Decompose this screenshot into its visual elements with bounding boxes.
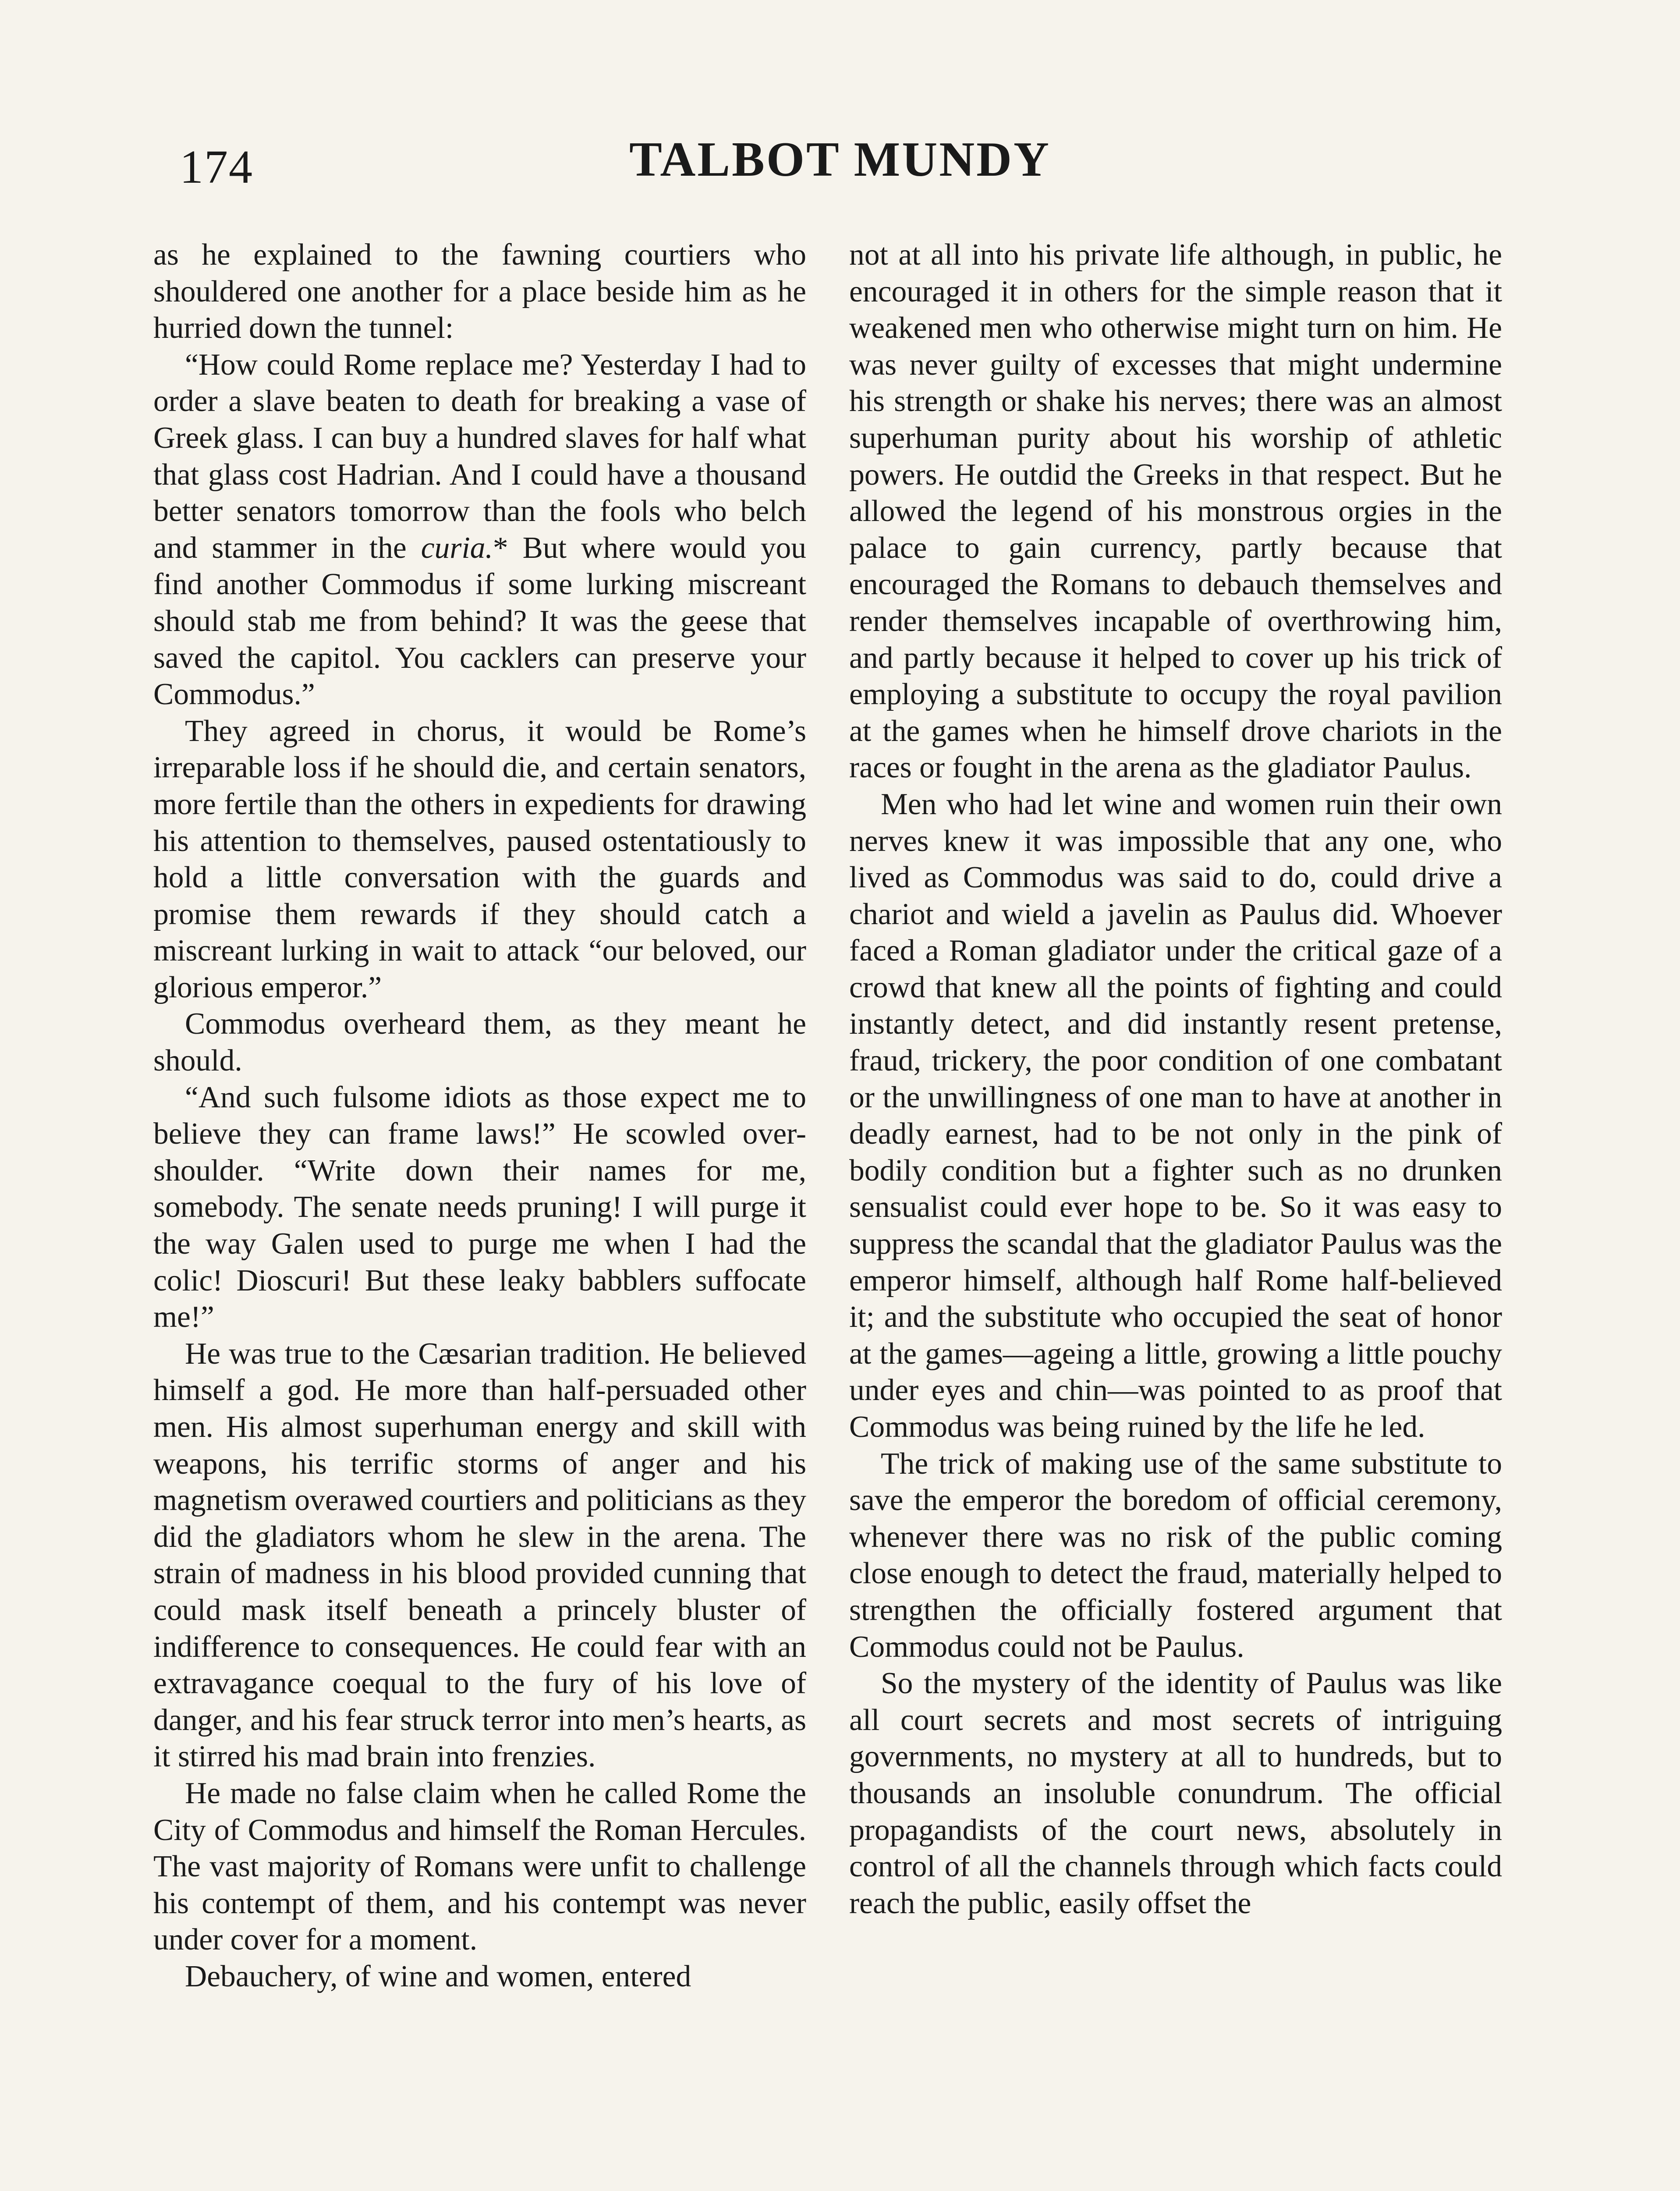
paragraph: as he explained to the fawning courtiers who shouldered one another for a place beside him as he hurried down the tunnel: (153, 238, 806, 345)
paragraph: They agreed in chorus, it would be Rome’s irreparable loss if he should die, and certain senators, more fertile than the others in expedients for drawing his attention to themselves, paused ostentatiously to hold a little conversation with the guards and promise them rewards if they should catch a miscreant lurking in wait to attack “our beloved, our glorious emperor.” (153, 714, 806, 1004)
paragraph: So the mystery of the identity of Paulus was like all court secrets and most secrets of intriguing governments, no mystery at all to hundreds, but to thousands an insoluble conundrum. The official propagandists of the court news, absolutely in control of all the channels through which facts could reach the public, easily offset the (849, 1666, 1502, 1920)
paragraph: He made no false claim when he called Rome the City of Commodus and himself the Roman Hercules. The vast majority of Romans were unfit to challenge his contempt of them, and his contempt was never under cover for a moment. (153, 1776, 806, 1957)
paragraph: The trick of making use of the same substitute to save the emperor the boredom of official ceremony, whenever there was no risk of the public coming close enough to detect the fraud, materially helped to strengthen the officially fostered argument that Commodus could not be Paulus. (849, 1446, 1502, 1664)
paragraph: Commodus overheard them, as they meant he should. (153, 1007, 806, 1078)
left-column (153, 237, 806, 1995)
footnote-marker: * (493, 531, 508, 565)
text-run: “How could Rome replace me? Yesterday I had to order a slave beaten to death for breaking a vase of Greek glass. I can buy a hundred slaves for half what that glass cost Hadrian. And I could have a thousand better senators tomorrow than the fools who belch and stammer in the (153, 347, 806, 565)
paragraph (153, 347, 806, 713)
paragraph: “And such fulsome idiots as those expect me to believe they can frame laws!” He scowled over-shoulder. “Write down their names for me, somebody. The senate needs pruning! I will purge it the way Galen used to purge me when I had the colic! Dioscuri! But these leaky babblers suffocate me!” (153, 1080, 806, 1334)
text-run: But where would you find another Commodus if some lurking miscreant should stab me from behind? It was the geese that saved the capitol. You cacklers can preserve your Commodus.” (153, 531, 806, 712)
paragraph: Debauchery, of wine and women, entered (185, 1959, 691, 1993)
right-column (849, 237, 1502, 1922)
page-header (0, 131, 1680, 193)
paragraph: not at all into his private life although, in public, he encouraged it in others for the simple reason that it weakened men who otherwise might turn on him. He was never guilty of excesses that might undermine his strength or shake his nerves; there was an almost superhuman purity about his worship of athletic powers. He outdid the Greeks in that respect. But he allowed the legend of his monstrous orgies in the palace to gain currency, partly because that encouraged the Romans to debauch themselves and render themselves incapable of overthrowing him, and partly because it helped to cover up his trick of employing a substitute to occupy the royal pavilion at the games when he himself drove chariots in the races or fought in the arena as the gladiator Paulus. (849, 238, 1502, 785)
italic-term: curia. (421, 531, 493, 565)
paragraph: Men who had let wine and women ruin their own nerves knew it was impossible that any one, who lived as Commodus was said to do, could drive a chariot and wield a javelin as Paulus did. Whoever faced a Roman gladiator under the critical gaze of a crowd that knew all the points of fighting and could instantly detect, and did instantly resent pretense, fraud, trickery, the poor condition of one combatant or the unwillingness of one man to have at another in deadly earnest, had to be not only in the pink of bodily condition but a fighter such as no drunken sensualist could ever hope to be. So it was easy to suppress the scandal that the gladiator Paulus was the emperor himself, although half Rome half-believed it; and the substitute who occupied the seat of honor at the games—ageing a little, growing a little pouchy under eyes and chin—was pointed to as proof that Commodus was being ruined by the life he led. (849, 787, 1502, 1444)
running-head: TALBOT MUNDY (629, 132, 1051, 187)
page-number: 174 (180, 141, 253, 193)
paragraph: He was true to the Cæsarian tradition. He believed himself a god. He more than half-persuaded other men. His almost superhuman energy and skill with weapons, his terrific storms of anger and his magnetism overawed courtiers and politicians as they did the gladiators whom he slew in the arena. The strain of madness in his blood provided cunning that could mask itself beneath a princely bluster of indifference to consequences. He could fear with an extravagance coequal to the fury of his love of danger, and his fear struck terror into men’s hearts, as it stirred his mad brain into frenzies. (153, 1337, 806, 1774)
